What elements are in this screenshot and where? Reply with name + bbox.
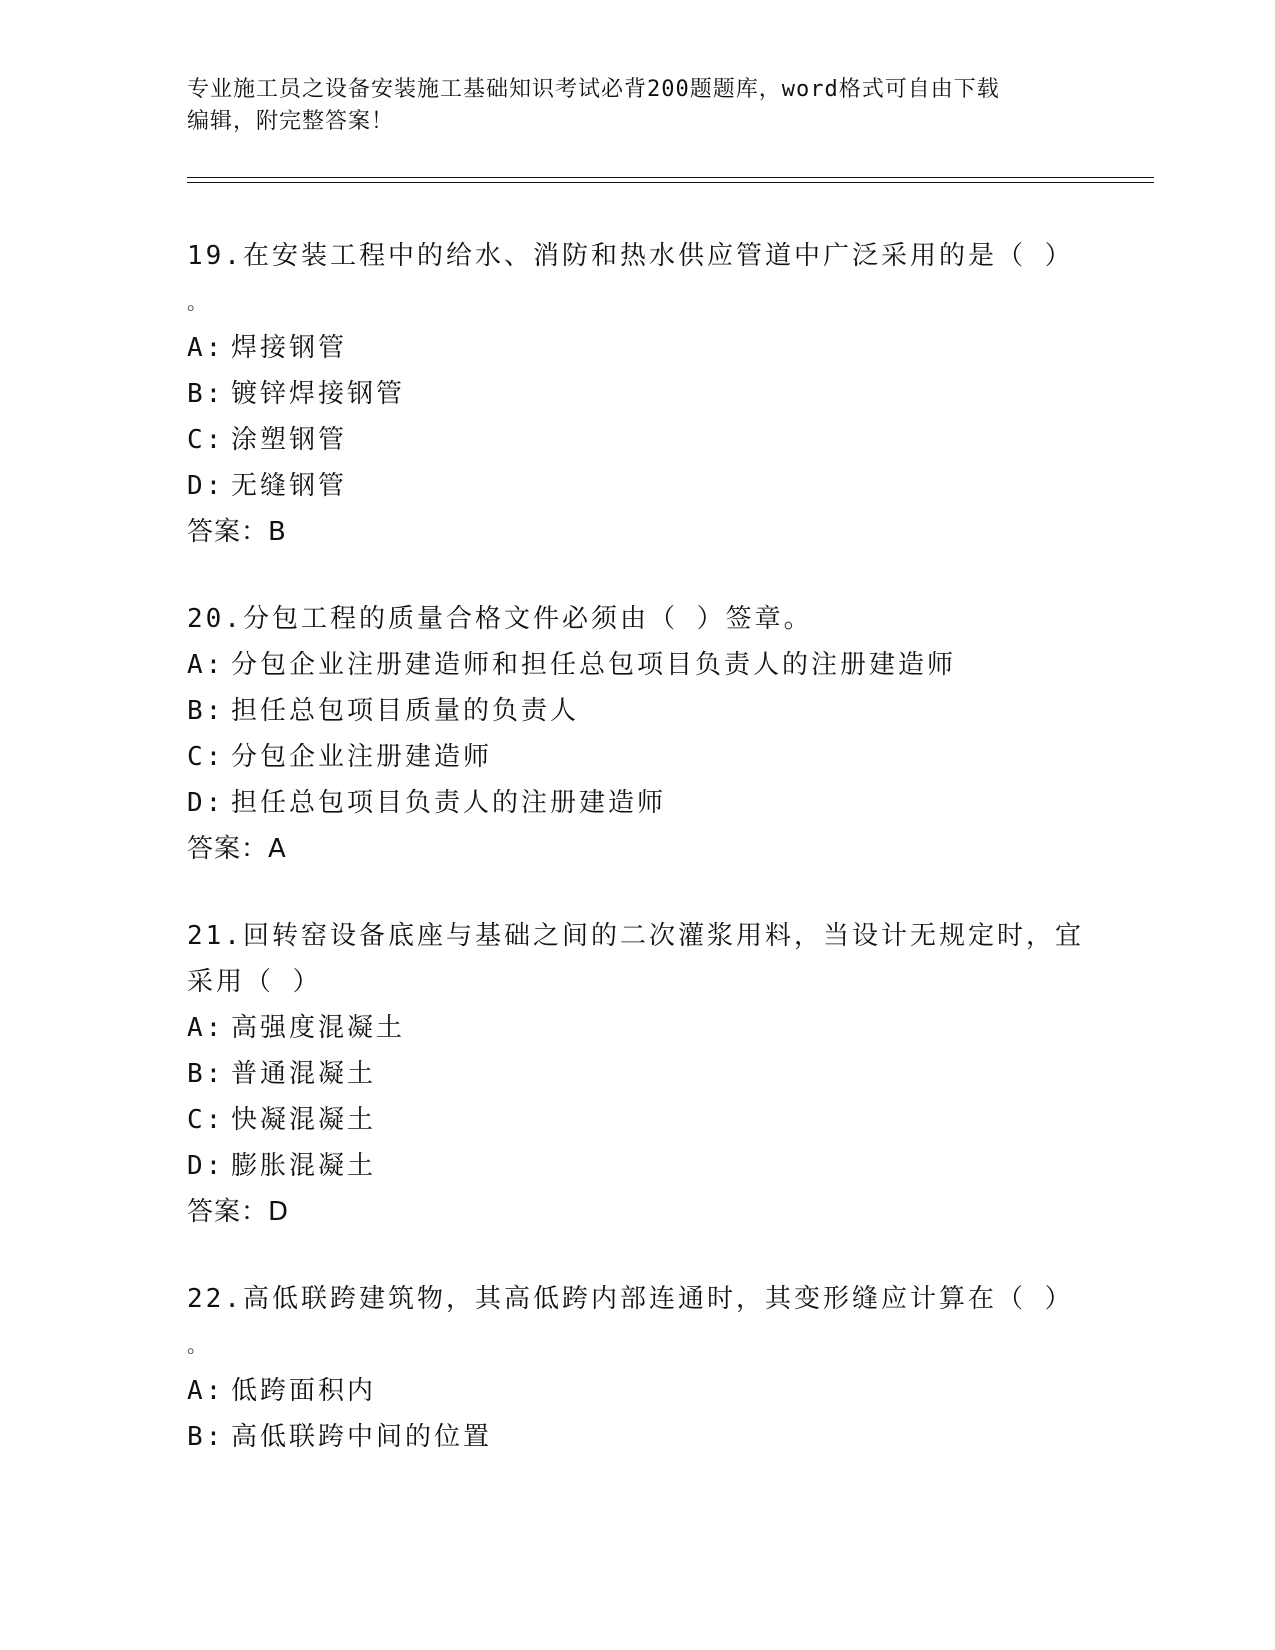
option-key: B: (187, 696, 225, 726)
answer-line: 答案：B (187, 517, 287, 547)
option-text: 分包企业注册建造师 (231, 742, 493, 772)
option-key: A: (187, 333, 225, 363)
option-key: B: (187, 1422, 225, 1452)
header-divider-bottom (187, 182, 1154, 183)
question-stem-line-2: 采用（ ） (187, 967, 322, 997)
question-stem-tail: 。 (187, 290, 207, 314)
option-d (187, 463, 1087, 509)
option-b (187, 371, 1087, 417)
option-key: D: (187, 1151, 225, 1181)
question-stem: 22.高低联跨建筑物，其高低跨内部连通时，其变形缝应计算在（ ） (187, 1284, 1074, 1314)
option-key: B: (187, 1059, 225, 1089)
document-header (187, 74, 1087, 138)
option-c (187, 1097, 1087, 1143)
header-divider-top (187, 177, 1154, 178)
option-key: A: (187, 1013, 225, 1043)
option-a (187, 642, 1087, 688)
option-text: 分包企业注册建造师和担任总包项目负责人的注册建造师 (231, 650, 957, 680)
question-22 (187, 1276, 1087, 1460)
header-line-1: 专业施工员之设备安装施工基础知识考试必背200题题库，word格式可自由下载 (187, 77, 1000, 102)
option-c (187, 734, 1087, 780)
option-text: 高强度混凝土 (231, 1013, 406, 1043)
option-text: 镀锌焊接钢管 (231, 379, 406, 409)
option-key: D: (187, 788, 225, 818)
option-text: 焊接钢管 (231, 333, 348, 363)
option-b (187, 1051, 1087, 1097)
option-text: 膨胀混凝土 (231, 1151, 377, 1181)
option-text: 担任总包项目质量的负责人 (231, 696, 580, 726)
option-key: C: (187, 425, 225, 455)
option-b (187, 1414, 1087, 1460)
answer-line: 答案：D (187, 1197, 290, 1227)
option-text: 普通混凝土 (231, 1059, 377, 1089)
option-d (187, 780, 1087, 826)
option-b (187, 688, 1087, 734)
question-stem: 21.回转窑设备底座与基础之间的二次灌浆用料，当设计无规定时，宜 (187, 921, 1084, 951)
option-text: 低跨面积内 (231, 1376, 377, 1406)
option-key: A: (187, 1376, 225, 1406)
question-stem-tail: 。 (187, 1333, 207, 1357)
option-key: C: (187, 742, 225, 772)
option-key: C: (187, 1105, 225, 1135)
option-text: 高低联跨中间的位置 (231, 1422, 493, 1452)
question-20 (187, 596, 1087, 872)
option-a (187, 325, 1087, 371)
option-text: 无缝钢管 (231, 471, 348, 501)
option-a (187, 1005, 1087, 1051)
option-key: B: (187, 379, 225, 409)
question-21 (187, 913, 1087, 1235)
header-line-2: 编辑，附完整答案！ (187, 109, 395, 134)
option-a (187, 1368, 1087, 1414)
question-19 (187, 233, 1087, 555)
option-text: 涂塑钢管 (231, 425, 348, 455)
option-key: A: (187, 650, 225, 680)
option-key: D: (187, 471, 225, 501)
option-c (187, 417, 1087, 463)
option-text: 担任总包项目负责人的注册建造师 (231, 788, 667, 818)
option-text: 快凝混凝土 (231, 1105, 377, 1135)
question-stem: 19.在安装工程中的给水、消防和热水供应管道中广泛采用的是（ ） (187, 241, 1074, 271)
option-d (187, 1143, 1087, 1189)
answer-line: 答案：A (187, 834, 287, 864)
question-stem: 20.分包工程的质量合格文件必须由（ ）签章。 (187, 604, 813, 634)
